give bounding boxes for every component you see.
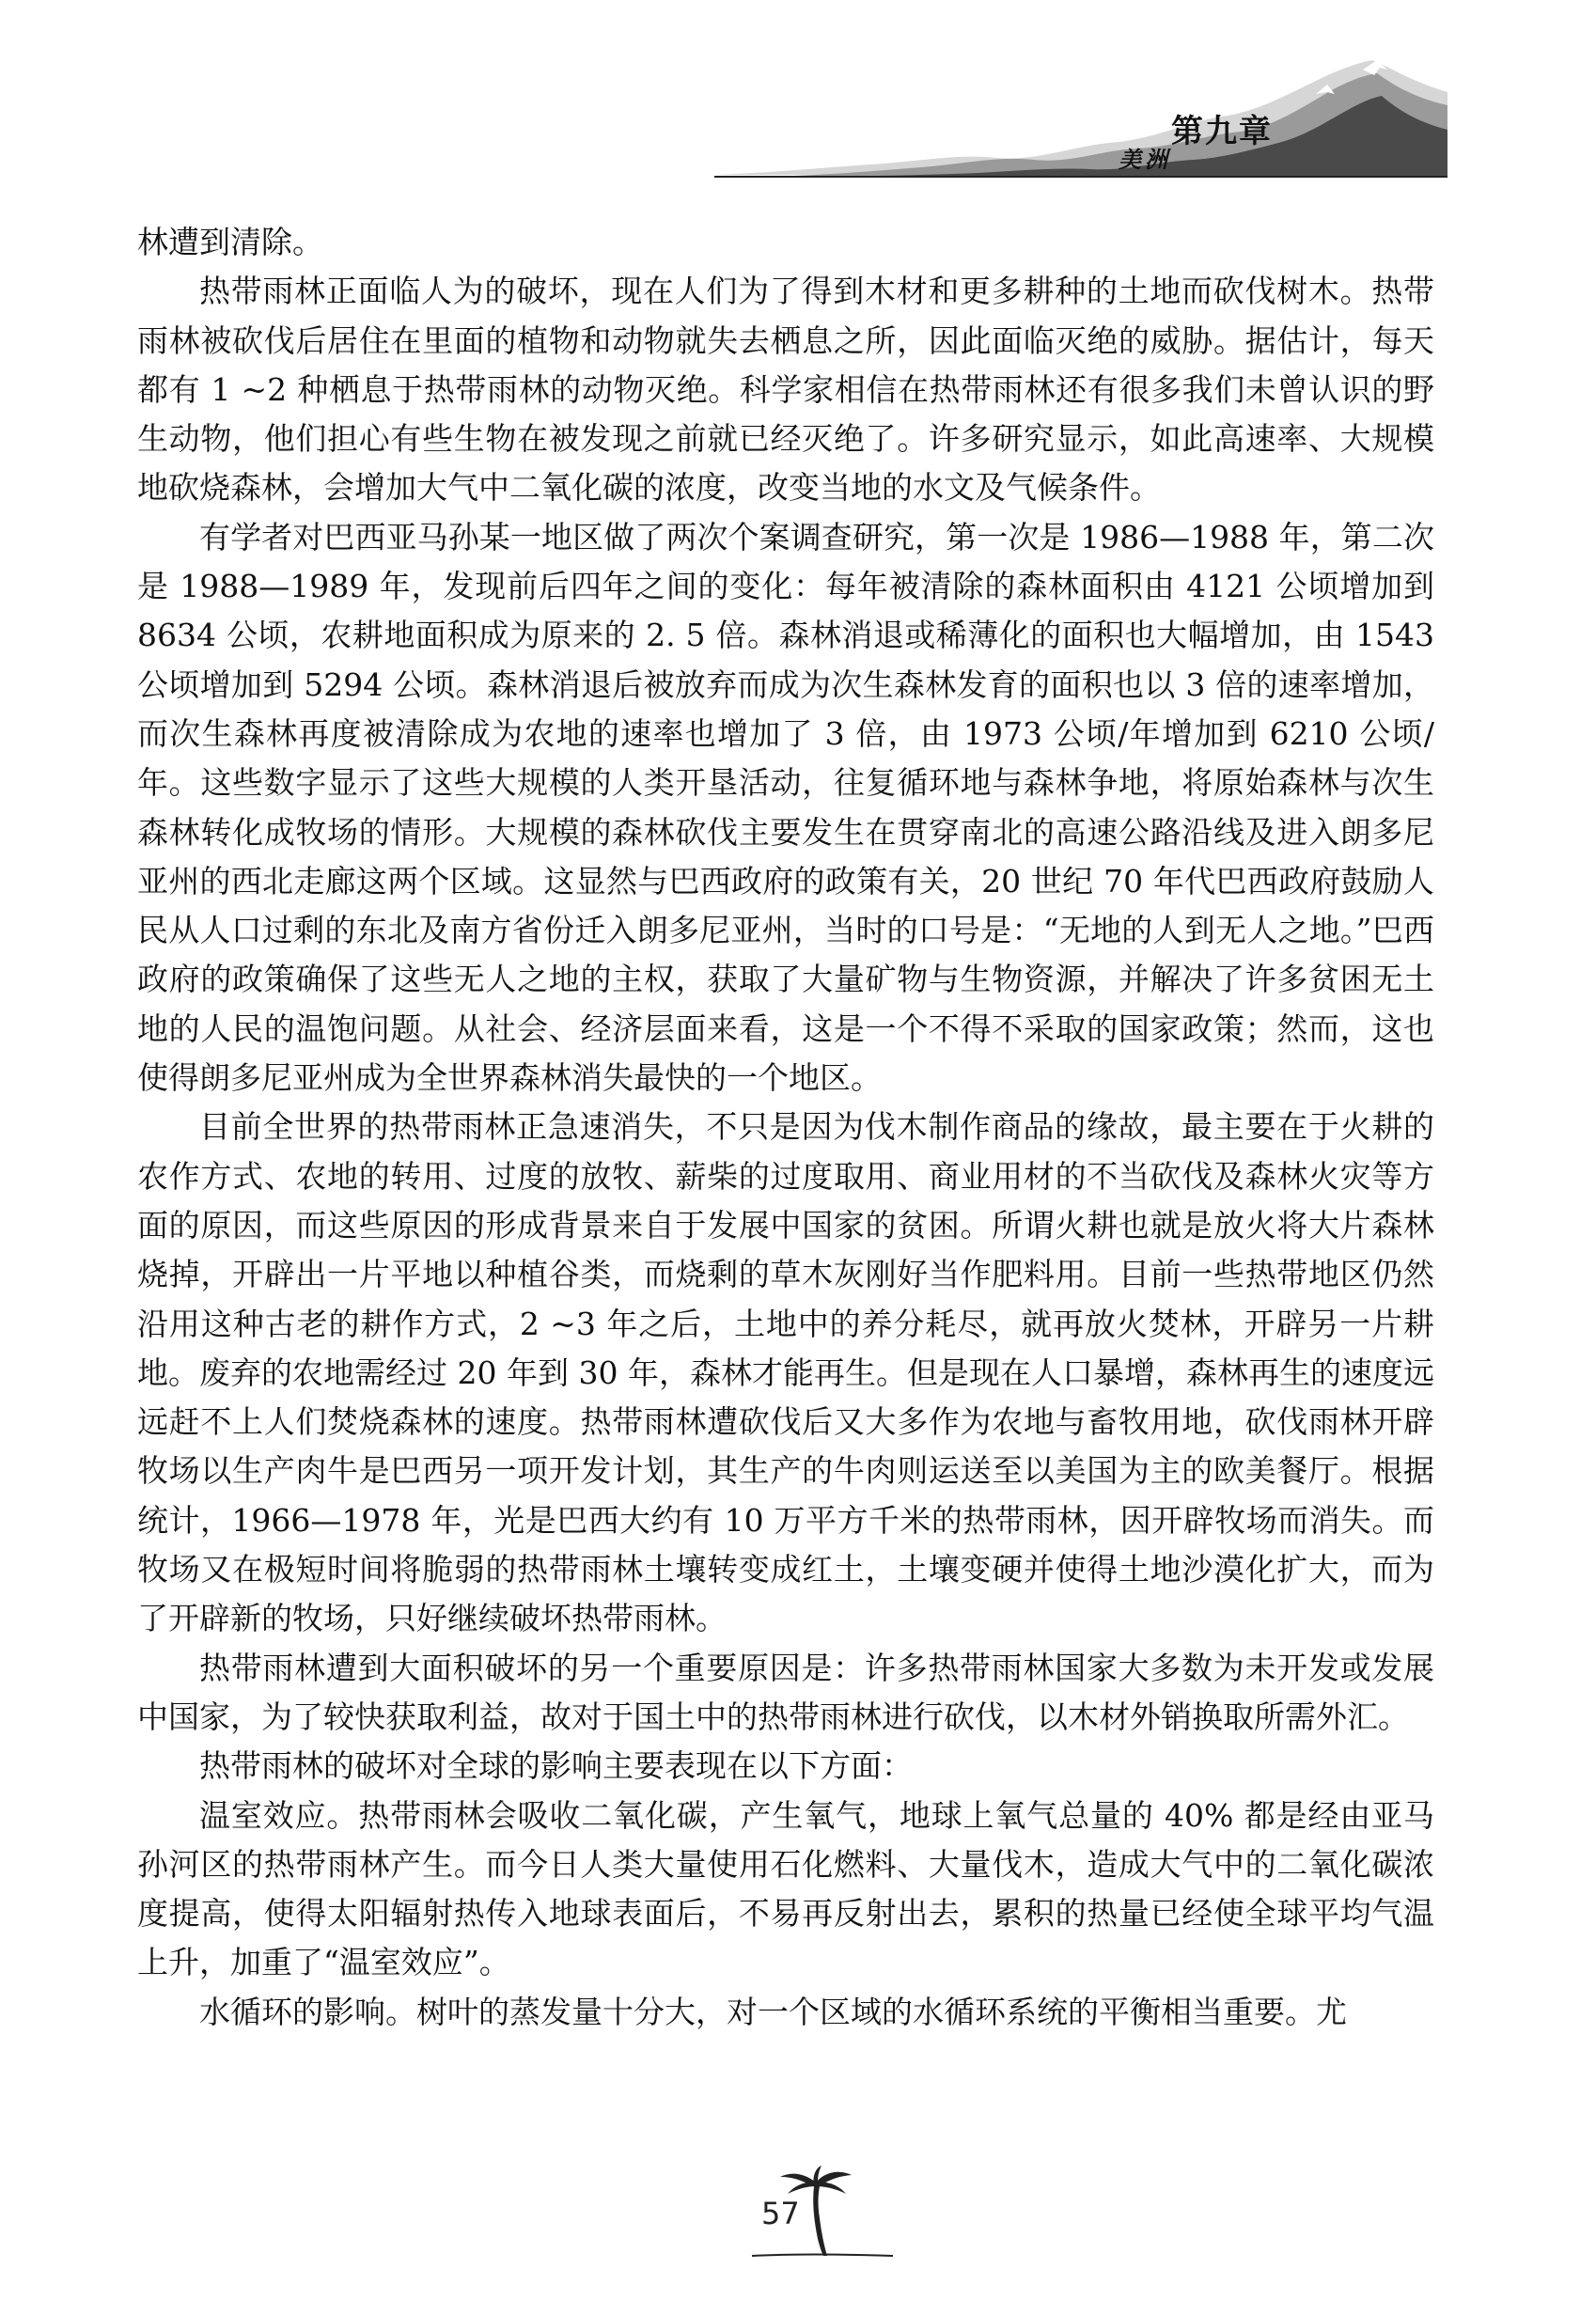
paragraph-continuation: 林遭到清除。 xyxy=(137,224,323,260)
paragraph: 温室效应。热带雨林会吸收二氧化碳，产生氧气，地球上氧气总量的 40% 都是经由亚马孙河区的热带雨林产生。而今日人类大量使用石化燃料、大量伐木，造成大气中的二氧化碳浓度提高，使得太阳辐射热传入地球表面后，不易再反射出去，累积的热量已经使全球平均气温上升，加重了“温室效应”。 xyxy=(137,1796,1434,1981)
mountain-banner-icon xyxy=(714,56,1447,197)
paragraph: 水循环的影响。树叶的蒸发量十分大，对一个区域的水循环系统的平衡相当重要。尤 xyxy=(199,1993,1347,2030)
page-footer xyxy=(733,2162,902,2265)
paragraph: 热带雨林遭到大面积破坏的另一个重要原因是：许多热带雨林国家大多数为未开发或发展中国家，为了较快获取利益，故对于国土中的热带雨林进行砍伐，以木材外销换取所需外汇。 xyxy=(137,1649,1434,1735)
page-number: 57 xyxy=(761,2196,800,2231)
chapter-subtitle: 美洲 xyxy=(1119,146,1171,173)
chapter-header xyxy=(714,56,1447,197)
paragraph: 热带雨林的破坏对全球的影响主要表现在以下方面： xyxy=(199,1747,913,1785)
chapter-title: 第九章 xyxy=(1171,113,1273,150)
paragraph: 目前全世界的热带雨林正急速消失，不只是因为伐木制作商品的缘故，最主要在于火耕的农作方式、农地的转用、过度的放牧、薪柴的过度取用、商业用材的不当砍伐及森林火灾等方面的原因，而这些原因的形成背景来自于发展中国家的贫困。所谓火耕也就是放火将大片森林烧掉，开辟出一片平地以种植谷类，而烧剩的草木灰刚好当作肥料用。目前一些热带地区仍然沿用这种古老的耕作方式，2 ~3 年之后，土地中的养分耗尽，就再放火焚林，开辟另一片耕地。废弃的农地需经过 20 年到 30 年，森林才能再生。但是现在人口暴增，森林再生的速度远远赶不上人们焚烧森林的速度。热带雨林遭砍伐后又大多作为农地与畜牧用地，砍伐雨林开辟牧场以生产肉牛是巴西另一项开发计划，其生产的牛肉则运送至以美国为主的欧美餐厅。根据统计，1966—1978 年，光是巴西大约有 10 万平方千米的热带雨林，因开辟牧场而消失。而牧场又在极短时间将脆弱的热带雨林土壤转变成红土，土壤变硬并使得土地沙漠化扩大，而为了开辟新的牧场，只好继续破坏热带雨林。 xyxy=(137,1108,1434,1637)
paragraph: 有学者对巴西亚马孙某一地区做了两次个案调查研究，第一次是 1986—1988 年，第二次是 1988—1989 年，发现前后四年之间的变化：每年被清除的森林面积由 4121 公顷增加到 8634 公顷，农耕地面积成为原来的 2. 5 倍。森林消退或稀薄化的面积也大幅增加，由 1543 公顷增加到 5294 公顷。森林消退后被放弃而成为次生森林发育的面积也以 3 倍的速率增加，而次生森林再度被清除成为农地的速率也增加了 3 倍，由 1973 公顷/年增加到 6210 公顷/年。这些数字显示了这些大规模的人类开垦活动，往复循环地与森林争地，将原始森林与次生森林转化成牧场的情形。大规模的森林砍伐主要发生在贯穿南北的高速公路沿线及进入朗多尼亚州的西北走廊这两个区域。这显然与巴西政府的政策有关，20 世纪 70 年代巴西政府鼓励人民从人口过剩的东北及南方省份迁入朗多尼亚州，当时的口号是：“无地的人到无人之地。”巴西政府的政策确保了这些无人之地的主权，获取了大量矿物与生物资源，并解决了许多贫困无土地的人民的温饱问题。从社会、经济层面来看，这是一个不得不采取的国家政策；然而，这也使得朗多尼亚州成为全世界森林消失最快的一个地区。 xyxy=(137,518,1434,1097)
paragraph: 热带雨林正面临人为的破坏，现在人们为了得到木材和更多耕种的土地而砍伐树木。热带雨林被砍伐后居住在里面的植物和动物就失去栖息之所，因此面临灭绝的威胁。据估计，每天都有 1 ~2 种栖息于热带雨林的动物灭绝。科学家相信在热带雨林还有很多我们未曾认识的野生动物，他们担心有些生物在被发现之前就已经灭绝了。许多研究显示，如此高速率、大规模地砍烧森林，会增加大气中二氧化碳的浓度，改变当地的水文及气候条件。 xyxy=(137,273,1434,507)
body-text xyxy=(137,218,1434,2037)
palm-tree-icon xyxy=(733,2162,902,2265)
